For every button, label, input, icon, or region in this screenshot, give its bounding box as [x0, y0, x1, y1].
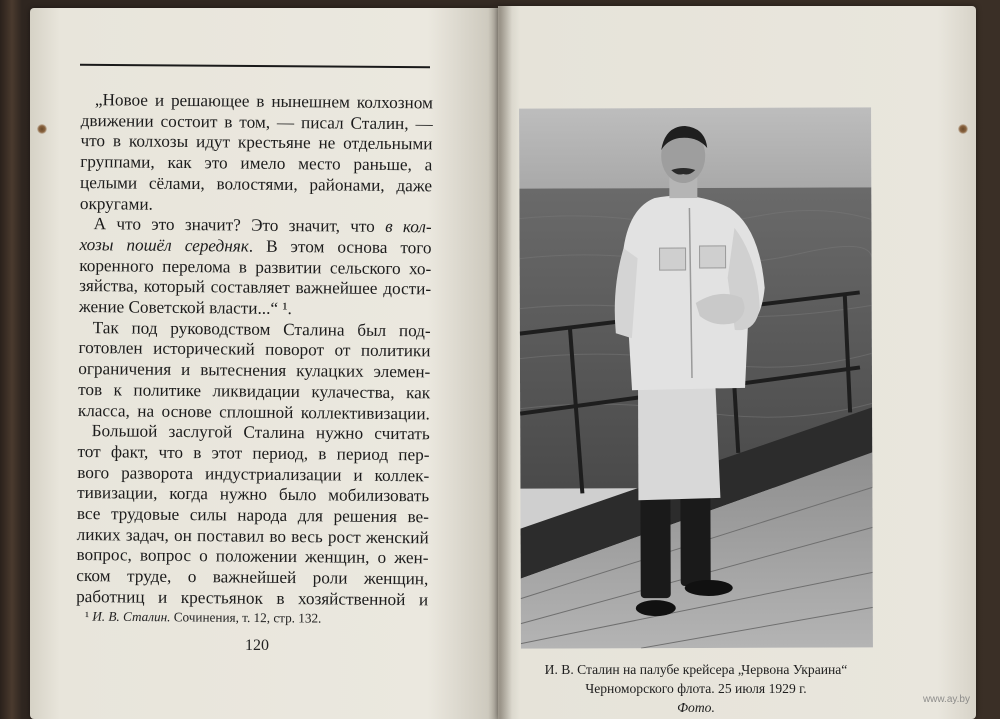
text-segment: округами.	[79, 193, 153, 214]
watermark: www.ay.by	[922, 694, 970, 705]
text-segment: ликих задач, он поставил во весь рост женский	[76, 524, 429, 548]
text-segment: работниц и крестьянок в хозяйственной и	[76, 586, 429, 610]
binding-hole	[958, 124, 968, 134]
body-text	[76, 90, 433, 611]
footnote-mark: ¹	[84, 608, 90, 624]
text-segment: вопрос, вопрос о положении женщин, о жен-	[76, 545, 429, 568]
text-segment: готовлен исторический поворот от политики	[78, 338, 431, 361]
text-segment: все трудовые силы народа для решения ве-	[76, 504, 430, 527]
text-segment: группами, как это имело место раньше, а	[80, 152, 433, 175]
caption-line: И. В. Сталин на палубе крейсера „Червона Украина“	[544, 662, 848, 677]
photo-caption	[520, 660, 872, 717]
page-number: 120	[245, 637, 269, 654]
text-segment: Так под руководством Сталина был под-	[92, 317, 431, 341]
photograph	[519, 107, 873, 648]
text-segment: класса, на основе сплошной коллективизации.	[77, 400, 431, 423]
text-segment: ограничения и вытеснения кулацких элемен-	[78, 359, 431, 382]
text-segment: жение Советской власти...“ ¹.	[78, 297, 292, 319]
text-segment: Большой заслугой Сталина нужно считать	[91, 421, 430, 444]
photo-illustration	[519, 107, 873, 648]
text-segment: тов к политике ликвидации кулачества, как	[78, 379, 431, 403]
text-segment: целыми сёлами, волостями, районами, даже	[80, 172, 433, 196]
text-segment: „Новое и решающее в нынешнем колхозном	[94, 90, 433, 113]
footnote	[85, 609, 415, 628]
text-line	[76, 587, 428, 611]
text-segment: тивизации, когда нужно было мобилизовать	[77, 483, 430, 506]
book-gutter	[488, 6, 512, 719]
binding-hole	[37, 124, 47, 134]
text-segment: коренного перелома в развитии сельского хо-	[79, 255, 432, 278]
footnote-author: И. В. Сталин.	[92, 608, 171, 625]
emphasized-text: хозы пошёл середняк	[79, 234, 249, 256]
text-segment: . В этом основа того	[248, 236, 432, 258]
text-segment: зяйства, который составляет важнейшее дости-	[79, 276, 432, 299]
text-segment: вого разворота индустриализации и коллек-	[77, 462, 430, 486]
text-segment: ском труде, о важнейшей роли женщин,	[76, 566, 429, 589]
caption-line: Черноморского флота. 25 июля 1929 г.	[585, 681, 807, 696]
text-segment: тот факт, что в этот период, в период пер-	[77, 441, 430, 465]
emphasized-text: в кол-	[385, 217, 432, 237]
text-segment: А что это значит? Это значит, что	[93, 214, 386, 237]
caption-credit: Фото.	[677, 700, 715, 715]
text-segment: что в колхозы идут крестьяне не отдельными	[80, 131, 433, 154]
footnote-source: Сочинения, т. 12, стр. 132.	[173, 609, 322, 626]
text-segment: движении состоит в том, — писал Сталин, —	[80, 110, 433, 134]
